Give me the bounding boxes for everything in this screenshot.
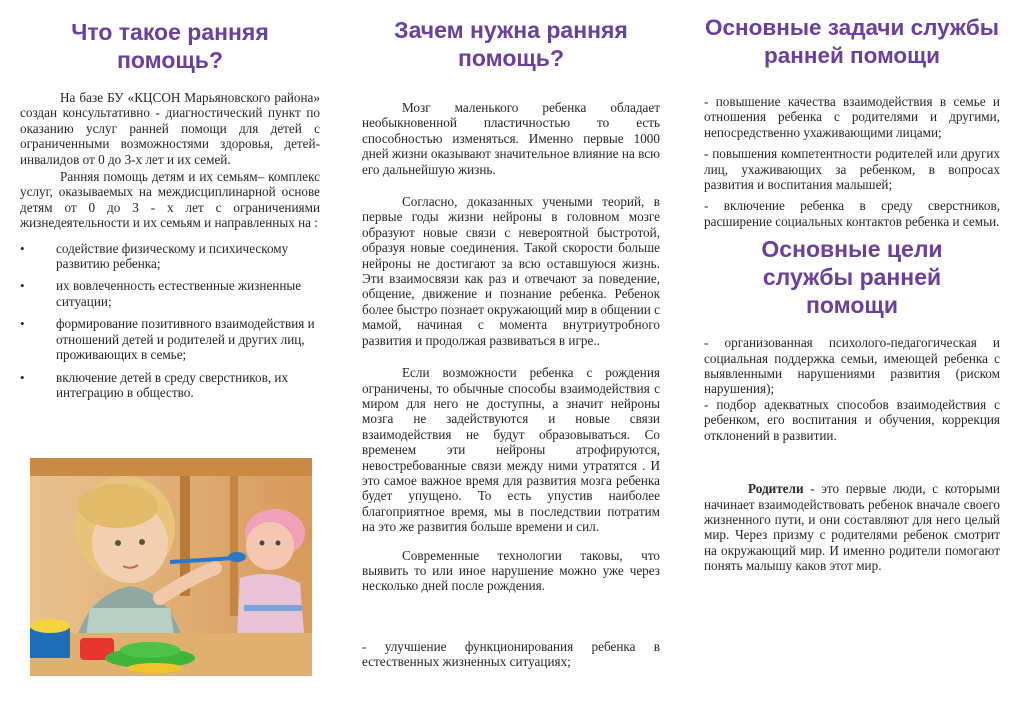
list-item bbox=[20, 278, 320, 309]
parents-text: - это первые люди, с которыми начинает взаимодействовать ребенок вначале своего жизненного пути, и они составляют для него целый мир. Через призму с родителями ребенок смотрит на окружающий мир. И именно родители помогают понять малышу каков этот мир. bbox=[704, 481, 1000, 574]
parents-paragraph bbox=[704, 481, 1000, 573]
paragraph: На базе БУ «КЦСОН Марьяновского района» создан консультативно - диагностический пункт по оказанию услуг ранней помощи для детей с ограниченными возможностями здоровья, детей-инвалидов от 0 до 3-х лет и их семей. bbox=[20, 90, 320, 167]
tasks-list bbox=[704, 94, 1000, 229]
bullet-list bbox=[20, 241, 320, 401]
list-item: - подбор адекватных способов взаимодействия с ребенком, его воспитания и обучения, коррекция отклонений в развитии. bbox=[704, 396, 1000, 443]
list-item: - повышение качества взаимодействия в семье и отношения ребенка с родителями и другими, непосредственно ухаживающими лицами; bbox=[704, 94, 1000, 140]
list-item: - включение ребенка в среду сверстников, расширение социальных контактов ребенка и семьи. bbox=[704, 198, 1000, 229]
title-why: Зачем нужна ранняя помощь? bbox=[394, 17, 628, 71]
paragraph: - улучшение функционирования ребенка в естественных жизненных ситуациях; bbox=[362, 638, 660, 670]
child-with-doll-photo bbox=[30, 458, 312, 676]
list-item: - повышения компетентности родителей или других лиц, ухаживающих за ребенком, в вопросах развития и воспитания малышей; bbox=[704, 146, 1000, 193]
bullet-icon: • bbox=[20, 316, 25, 332]
list-item bbox=[20, 316, 320, 362]
list-item-text: формирование позитивного взаимодействия и отношений детей и родителей и других лиц, проживающих в семье; bbox=[56, 316, 315, 363]
bullet-icon: • bbox=[20, 369, 25, 385]
list-item: - организованная психолого-педагогическая и социальная поддержка семьи, имеющей ребенка с выявленными нарушениями развития (риском нарушения); bbox=[704, 335, 1000, 397]
list-item-text: содействие физическому и психическому развитию ребенка; bbox=[56, 240, 289, 272]
paragraph: Ранняя помощь детям и их семьям– комплекс услуг, оказываемых на междисциплинарной основе детям от 0 до 3 - х лет с ограничениями жизнедеятельности и их семьям и направленных на : bbox=[20, 169, 320, 231]
column-why bbox=[362, 0, 660, 670]
bullet-icon: • bbox=[20, 278, 25, 294]
title-tasks: Основные задачи службы ранней помощи bbox=[705, 15, 999, 68]
title-what-is: Что такое ранняя помощь? bbox=[71, 19, 269, 73]
paragraph: Современные технологии таковы, что выявить то или иное нарушение можно уже через несколько дней после рождения. bbox=[362, 547, 660, 594]
list-item-text: их вовлеченность естественные жизненные ситуации; bbox=[56, 278, 302, 309]
list-item-text: включение детей в среду сверстников, их интеграцию в общество. bbox=[56, 369, 289, 400]
list-item bbox=[20, 370, 320, 401]
paragraph: Мозг маленького ребенка обладает необыкновенной пластичностью то есть способностью изменяться. Именно первые 1000 дней жизни оказывают значительное влияние на всю его дальнейшую жизнь. bbox=[362, 100, 660, 177]
goals-list bbox=[704, 335, 1000, 443]
title-goals: Основные цели службы ранней помощи bbox=[761, 236, 943, 319]
paragraph: Если возможности ребенка с рождения ограничены, то обычные способы взаимодействия с миром для него не доступны, а значит нейроны мозга не задействуются и новые связи взаимодействия не будут образовываться. Со временем эти нейроны атрофируются, невостребованные связи между ними утратятся . И это самое важное время для развития мозга ребенка будет упущено. То есть упустив наиболее благоприятное время, мы в последствии потратим на это же развития больше времени и сил. bbox=[362, 365, 660, 535]
paragraph: Согласно, доказанных учеными теорий, в первые годы жизни нейроны в головном мозге образуют новые связи с невероятной быстротой, образуя новые соединения. Такой скорости больше нейроны не достигают за всю оставшуюся жизнь. Эти взаимосвязи как раз и отвечают за поведение, общение, движение и познание ребенка. Ребенок более быстро познает окружающий мир в общении с мамой, начиная с момента внутриутробного развития и продолжая развиваться в игре.. bbox=[362, 194, 660, 348]
list-item bbox=[20, 241, 320, 272]
bullet-icon: • bbox=[20, 240, 25, 256]
column-what-is bbox=[20, 0, 320, 407]
parents-bold: Родители bbox=[748, 481, 804, 497]
column-tasks bbox=[704, 0, 1000, 574]
